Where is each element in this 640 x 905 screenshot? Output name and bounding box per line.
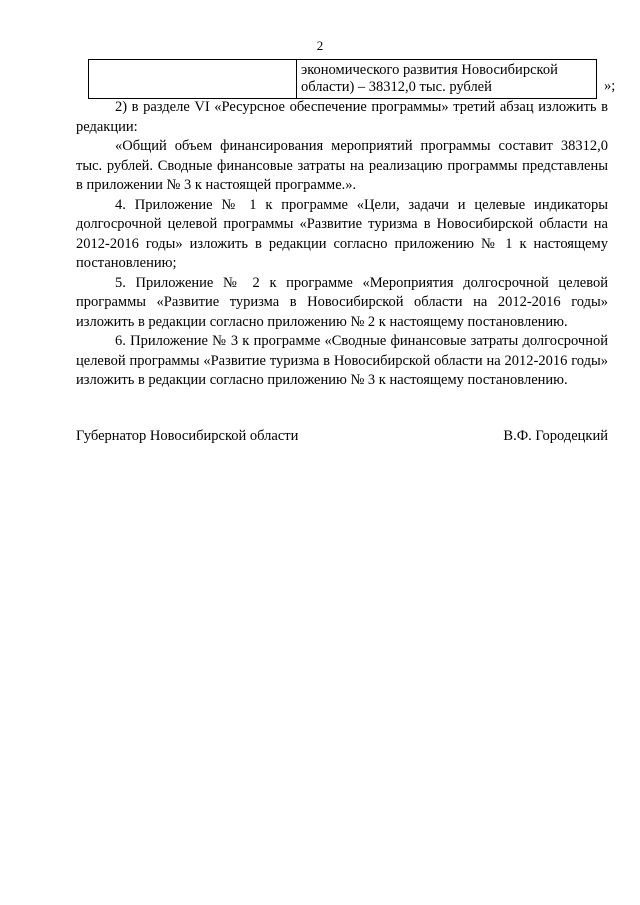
closing-quote: »;: [604, 78, 616, 94]
table-cell-right: [297, 60, 597, 99]
paragraph-appendix-1: 4. Приложение № 1 к программе «Цели, задачи и целевые индикаторы долгосрочной целевой программы «Развитие туризма в Новосибирской области на 2012-2016 годы» изложить в редакции согласно приложению № 1 к настоящему постановлению;: [76, 196, 608, 271]
signatory-name: В.Ф. Городецкий: [503, 428, 608, 444]
table-cell-left: [89, 60, 297, 99]
page-number: 2: [316, 38, 324, 53]
signature-block: [76, 428, 608, 445]
signatory-position: Губернатор Новосибирской области: [76, 428, 299, 444]
paragraph-section-vi: 2) в разделе VI «Ресурсное обеспечение программы» третий абзац изложить в редакции:: [76, 99, 608, 135]
table-cell-right-line: области) – 38312,0 тыс. рублей: [301, 79, 492, 95]
table-row: [89, 60, 597, 99]
paragraph-quote-financing: «Общий объем финансирования мероприятий программы составит 38312,0 тыс. рублей. Сводные финансовые затраты на реализацию программы представлены в приложении № 3 к настоящей программе.».: [76, 138, 608, 193]
paragraph-appendix-3: 6. Приложение № 3 к программе «Сводные финансовые затраты долгосрочной целевой программы «Развитие туризма в Новосибирской области на 2012-2016 годы» изложить в редакции согласно приложению № 3 к настоящему постановлению.: [76, 333, 608, 388]
table-fragment: [88, 59, 597, 99]
paragraph-appendix-2: 5. Приложение № 2 к программе «Мероприятия долгосрочной целевой программы «Развитие туризма в Новосибирской области на 2012-2016 годы» изложить в редакции согласно приложению № 2 к настоящему постановлению.: [76, 274, 608, 330]
document-body: [76, 98, 608, 391]
table-cell-right-line: экономического развития Новосибирской: [301, 62, 558, 78]
